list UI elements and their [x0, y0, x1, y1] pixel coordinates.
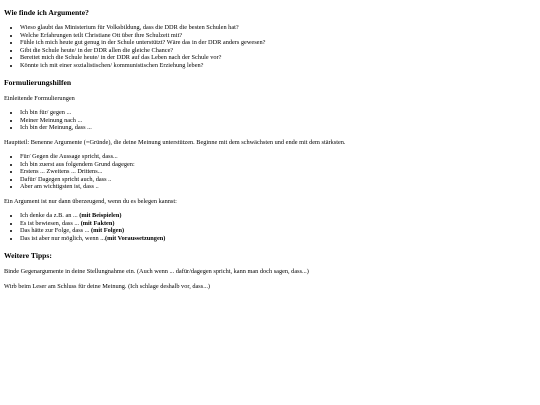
- list-item: • Erstens ... Zweitens ... Drittens...: [20, 168, 135, 176]
- intro-phrases-list: [4, 109, 92, 132]
- list-item: [20, 212, 165, 220]
- list-item: • Dafür/ Dagegen spricht auch, dass ..: [20, 176, 135, 184]
- list-item: • Könnte ich mit einer sozialistischen/ kommunistischen Erziehung leben?: [20, 62, 265, 70]
- evidence-phrases-list: [4, 212, 165, 242]
- list-item: • Bereitet mich die Schule heute/ in der DDR auf das Leben nach der Schule vor?: [20, 54, 265, 62]
- list-item: • Wieso glaubt das Ministerium für Volksbildung, dass die DDR die besten Schulen hat?: [20, 24, 265, 32]
- phrase-hint: (mit Fakten): [80, 219, 115, 227]
- list-item: • Aber am wichtigsten ist, dass ..: [20, 183, 135, 191]
- list-item: • Fühle ich mich heute gut genug in der Schule unterstützt? Wäre das in der DDR anders gewesen?: [20, 39, 265, 47]
- list-item: [20, 220, 165, 228]
- phrase-text: Es ist bewiesen, dass ...: [20, 219, 81, 227]
- phrase-hint: (mit Voraussetzungen): [105, 234, 166, 242]
- list-item: • Ich bin zuerst aus folgendem Grund dagegen:: [20, 161, 135, 169]
- list-item: [20, 227, 165, 235]
- list-item: • Für/ Gegen die Aussage spricht, dass...: [20, 153, 135, 161]
- list-item: • Meiner Meinung nach ...: [20, 117, 92, 125]
- phrase-hint: (mit Folgen): [91, 227, 125, 235]
- list-item: • Ich bin für/ gegen ...: [20, 109, 92, 117]
- phrase-text: Das hätte zur Folge, dass ...: [20, 227, 91, 235]
- phrase-hint: (mit Beispielen): [79, 212, 122, 219]
- list-item: • Ich bin der Meinung, dass ...: [20, 124, 92, 132]
- list-item: [20, 235, 165, 243]
- tip-counterarguments: Binde Gegenargumente in deine Stellungnahme ein. (Auch wenn ... dafür/dagegen spricht, kann man doch sagen, dass...): [4, 268, 309, 275]
- phrase-text: Ich denke da z.B. an ...: [20, 212, 80, 219]
- heading-weitere-tipps: Weitere Tipps:: [4, 251, 52, 260]
- tip-conclusion: Wirb beim Leser am Schluss für deine Meinung. (Ich schlage deshalb vor, dass...): [4, 283, 211, 290]
- main-phrases-list: [4, 153, 135, 191]
- heading-argumente: Wie finde ich Argumente?: [4, 8, 89, 17]
- list-item: • Welche Erfahrungen teilt Christiane Ott über ihre Schulzeit mit?: [20, 32, 265, 40]
- list-item: • Gibt die Schule heute/ in der DDR allen die gleiche Chance?: [20, 47, 265, 55]
- intro-label: Einleitende Formulierungen: [4, 95, 75, 102]
- convincing-label: Ein Argument ist nur dann überzeugend, wenn du es belegen kannst:: [4, 198, 177, 205]
- phrase-text: Das ist aber nur möglich, wenn ...: [20, 234, 105, 242]
- main-part-label: Hauptteil: Benenne Argumente (=Gründe), die deine Meinung unterstützen. Beginne mit dem schwächsten und ende mit dem stärksten.: [4, 139, 346, 146]
- argument-questions-list: [4, 24, 265, 70]
- heading-formulierungshilfen: Formulierungshilfen: [4, 78, 72, 87]
